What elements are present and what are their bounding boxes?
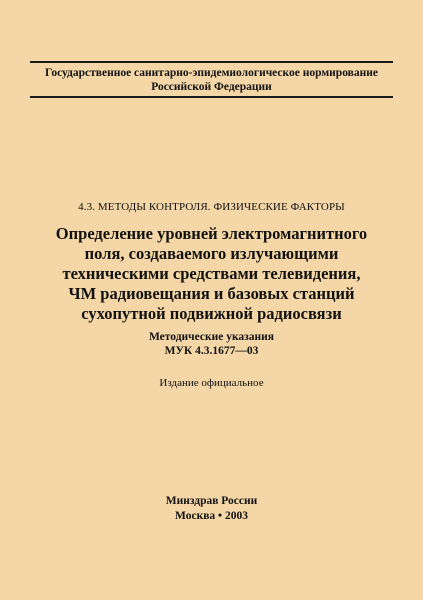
title-line-5: сухопутной подвижной радиосвязи <box>81 304 342 323</box>
publisher-name: Минздрав России <box>165 495 258 507</box>
document-type <box>0 330 423 358</box>
title-line-2: поля, создаваемого излучающими <box>84 244 339 263</box>
document-code: МУК 4.3.1677—03 <box>164 345 259 357</box>
document-kind: Методические указания <box>148 331 275 343</box>
title-line-1: Определение уровней электромагнитного <box>55 224 368 243</box>
edition-label: Издание официальное <box>159 377 264 389</box>
publisher-block <box>0 494 423 524</box>
publisher-place-year: Москва • 2003 <box>175 510 248 522</box>
title-line-3: техническими средствами телевидения, <box>62 264 361 283</box>
document-title <box>0 224 423 324</box>
header-line-1: Государственное санитарно-эпидемиологическое нормирование <box>45 67 378 79</box>
header-line-2: Российской Федерации <box>151 81 272 93</box>
title-line-4: ЧМ радиовещания и базовых станций <box>68 284 355 303</box>
header-block <box>30 61 393 98</box>
series-title: 4.3. МЕТОДЫ КОНТРОЛЯ. ФИЗИЧЕСКИЕ ФАКТОРЫ <box>78 201 345 213</box>
